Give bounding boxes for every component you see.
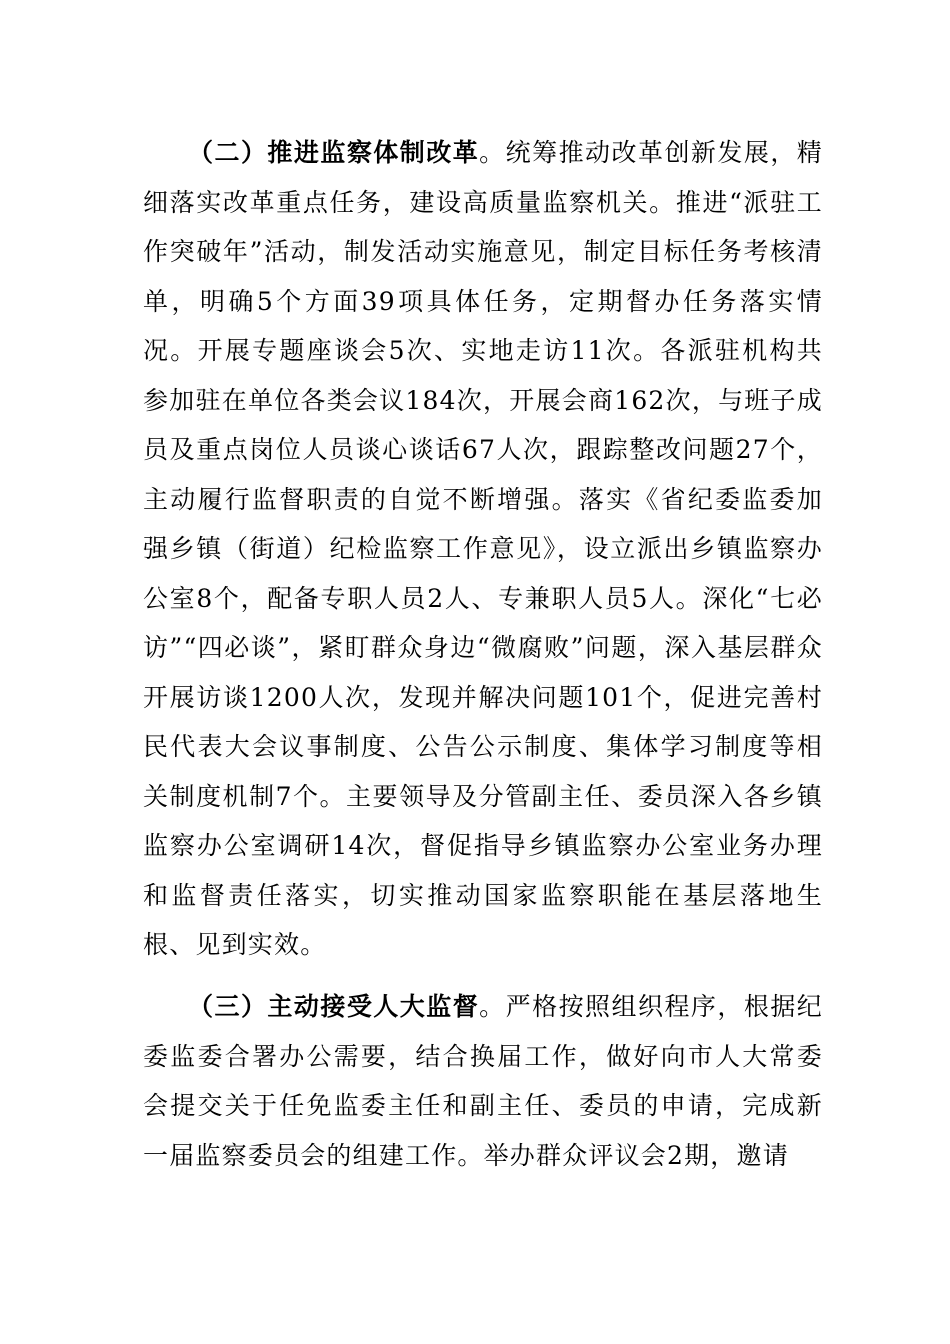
section-heading-reform: （二）推进监察体制改革 (188, 138, 480, 167)
section-heading-supervision: （三）主动接受人大监督 (188, 992, 480, 1021)
paragraph-body-supervision: 。严格按照组织程序，根据纪委监委合署办公需要，结合换届工作，做好向市人大常委会提交关于任免监委主任和副主任、委员的申请，完成新一届监察委员会的组建工作。举办群众评议会2期，邀请 (143, 992, 824, 1170)
paragraph-reform (143, 128, 823, 970)
paragraph-body-reform: 。统筹推动改革创新发展，精细落实改革重点任务，建设高质量监察机关。推进“派驻工作突破年”活动，制发活动实施意见，制定目标任务考核清单，明确5个方面39项具体任务，定期督办任务落实情况。开展专题座谈会5次、实地走访11次。各派驻机构共参加驻在单位各类会议184次，开展会商162次，与班子成员及重点岗位人员谈心谈话67人次，跟踪整改问题27个，主动履行监督职责的自觉不断增强。落实《省纪委监委加强乡镇（街道）纪检监察工作意见》，设立派出乡镇监察办公室8个，配备专职人员2人、专兼职人员5人。深化“七必访”“四必谈”，紧盯群众身边“微腐败”问题，深入基层群众开展访谈1200人次，发现并解决问题101个，促进完善村民代表大会议事制度、公告公示制度、集体学习制度等相关制度机制7个。主要领导及分管副主任、委员深入各乡镇监察办公室调研14次，督促指导乡镇监察办公室业务办理和监督责任落实，切实推动国家监察职能在基层落地生根、见到实效。 (143, 138, 824, 959)
paragraph-supervision (143, 982, 823, 1180)
